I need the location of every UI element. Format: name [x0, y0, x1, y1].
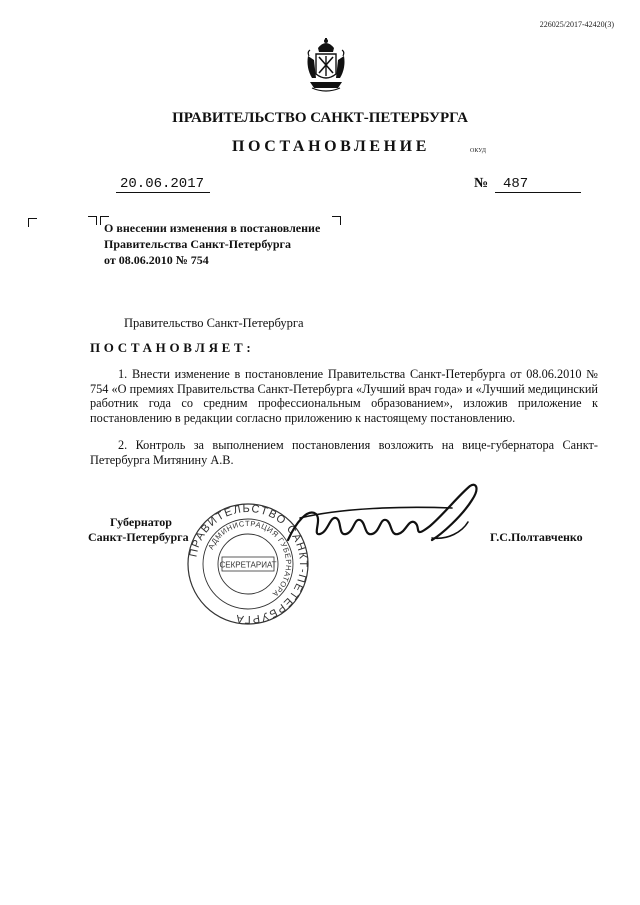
bracket-mark — [332, 216, 341, 225]
paragraph-2: 2. Контроль за выполнением постановления возложить на вице-губернатора Санкт-Петербурга Митянину А.В. — [90, 438, 598, 467]
document-subject — [104, 220, 320, 268]
subject-line: от 08.06.2010 № 754 — [104, 253, 209, 267]
okud-label: ОКУД — [470, 148, 486, 154]
signer-position: Губернатор — [110, 515, 172, 529]
subject-line: О внесении изменения в постановление — [104, 221, 321, 235]
document-date: 20.06.2017 — [116, 176, 210, 193]
resolves-heading: ПОСТАНОВЛЯЕТ: — [90, 340, 255, 355]
seal-center-text: СЕКРЕТАРИАТ — [219, 560, 277, 570]
government-name: ПРАВИТЕЛЬСТВО САНКТ-ПЕТЕРБУРГА — [172, 110, 468, 126]
document-number-label: № — [474, 176, 489, 191]
preamble: Правительство Санкт-Петербурга — [124, 316, 304, 330]
handwritten-signature — [282, 478, 482, 558]
seal-inner-text: АДМИНИСТРАЦИЯ ГУБЕРНАТОРА — [206, 518, 294, 599]
document-number: 487 — [495, 176, 581, 193]
paragraph-1: 1. Внести изменение в постановление Правительства Санкт-Петербурга от 08.06.2010 № 754 «О премиях Правительства Санкт-Петербурга «Лучший врач года» и «Лучший медицинский работник года со средним профессиональным образованием», изложив приложение к постановлению в редакции согласно приложению к настоящему постановлению. — [90, 367, 599, 425]
signer-position-city: Санкт-Петербурга — [88, 530, 189, 544]
bracket-mark — [88, 216, 97, 225]
subject-line: Правительства Санкт-Петербурга — [104, 237, 292, 251]
bracket-mark — [28, 218, 37, 227]
seal-outer-text: ПРАВИТЕЛЬСТВО САНКТ-ПЕТЕРБУРГА — [187, 502, 310, 626]
document-type: ПОСТАНОВЛЕНИЕ — [232, 138, 430, 155]
coat-of-arms-icon — [304, 38, 348, 94]
svg-text:АДМИНИСТРАЦИЯ ГУБЕРНАТОРА — [206, 519, 293, 599]
signer-name: Г.С.Полтавченко — [490, 530, 583, 544]
document-code: 226025/2017-42420(3) — [539, 20, 614, 29]
